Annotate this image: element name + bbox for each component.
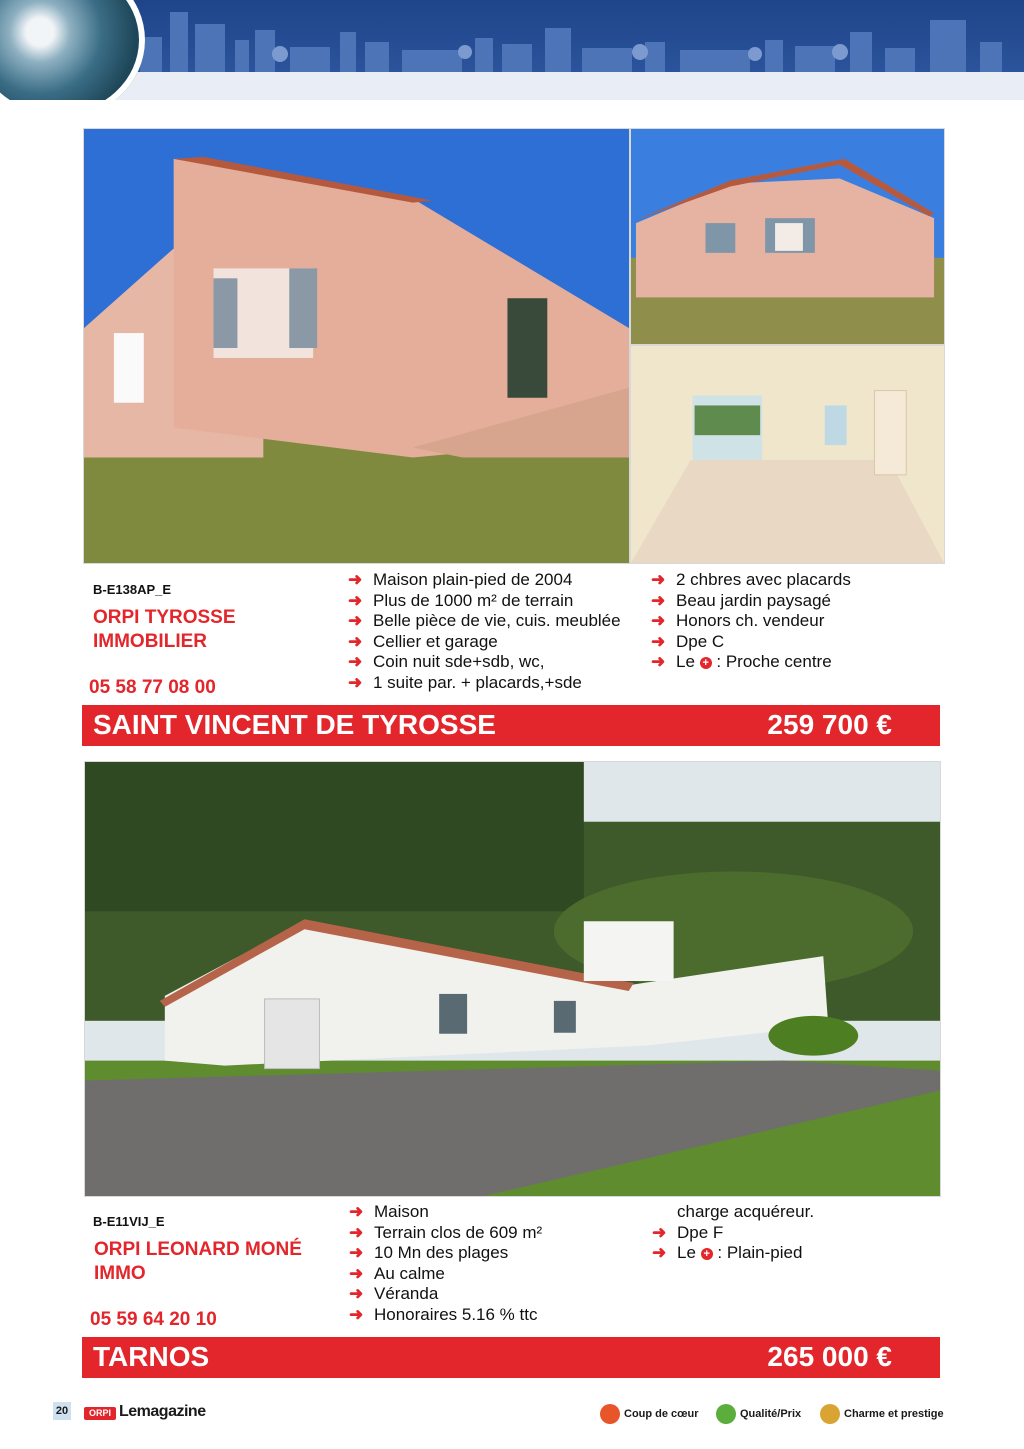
listing-1-reference: B-E138AP_E <box>93 582 172 597</box>
banner-strip <box>0 72 1024 100</box>
feature-item-plus: ➜ Le + : Proche centre <box>651 652 832 672</box>
listing-1-features-col2 <box>651 570 851 673</box>
listing-1-photo-interior <box>630 345 945 564</box>
listing-1-agency: ORPI TYROSSE IMMOBILIER <box>93 607 236 652</box>
legend-coup-de-coeur: Coup de cœur <box>600 1404 699 1424</box>
arrow-right-icon: ➜ <box>349 1222 364 1242</box>
listing-1-city: SAINT VINCENT DE TYROSSE <box>93 709 496 740</box>
arrow-right-icon: ➜ <box>652 1243 667 1263</box>
listing-1-title-bar <box>82 705 940 746</box>
feature-item: ➜ Coin nuit sde+sdb, wc, <box>348 652 545 672</box>
listing-1-photo-exterior <box>630 128 945 345</box>
listing-2-agency: ORPI LEONARD MONÉ IMMO <box>94 1239 302 1284</box>
feature-item: ➜ Beau jardin paysagé <box>651 590 832 610</box>
feature-item: ➜ 1 suite par. + placards,+sde <box>348 672 582 692</box>
listing-1-phone: 05 58 77 08 00 <box>89 677 216 698</box>
page-number: 20 <box>53 1402 71 1420</box>
house-price-icon <box>716 1404 736 1424</box>
arrow-right-icon: ➜ <box>349 1263 364 1283</box>
arrow-right-icon: ➜ <box>348 611 363 631</box>
feature-item: ➜ Dpe C <box>651 631 725 651</box>
arrow-right-icon: ➜ <box>349 1202 364 1221</box>
surf-wave-photo <box>0 0 145 100</box>
feature-item: ➜ 2 chbres avec placards <box>651 570 851 589</box>
magazine-title: Lemagazine <box>119 1403 206 1420</box>
listing-2-phone: 05 59 64 20 10 <box>90 1309 217 1330</box>
feature-item: ➜ Cellier et garage <box>348 631 498 651</box>
legend-charme-prestige: Charme et prestige <box>820 1404 944 1424</box>
feature-item: ➜ Maison <box>349 1202 429 1221</box>
feature-item: ➜ Maison plain-pied de 2004 <box>348 570 573 589</box>
orpi-logo: ORPI <box>84 1407 116 1420</box>
plus-icon: + <box>701 1248 713 1260</box>
listing-1-main-photo <box>83 128 630 564</box>
arrow-right-icon: ➜ <box>651 590 666 610</box>
feature-item: ➜ Honoraires 5.16 % ttc <box>349 1304 538 1324</box>
legend-qualite-prix: Qualité/Prix <box>716 1404 801 1424</box>
listing-1-price: 259 700 € <box>767 709 892 740</box>
arrow-right-icon: ➜ <box>349 1304 364 1324</box>
feature-item-continued: charge acquéreur. <box>677 1202 815 1221</box>
plus-icon: + <box>700 657 712 669</box>
arrow-right-icon: ➜ <box>651 611 666 631</box>
feature-item: ➜ Au calme <box>349 1263 445 1283</box>
prestige-house-icon <box>820 1404 840 1424</box>
arrow-right-icon: ➜ <box>651 631 666 651</box>
arrow-right-icon: ➜ <box>349 1284 364 1304</box>
feature-item: ➜ Belle pièce de vie, cuis. meublée <box>348 611 621 631</box>
listing-2-city: TARNOS <box>93 1341 210 1372</box>
feature-item: ➜ Terrain clos de 609 m² <box>349 1222 543 1242</box>
header-banner <box>0 0 1024 100</box>
arrow-right-icon: ➜ <box>348 652 363 672</box>
listing-2-main-photo <box>84 761 941 1197</box>
arrow-right-icon: ➜ <box>651 570 666 589</box>
footer <box>0 1398 1024 1428</box>
arrow-right-icon: ➜ <box>349 1243 364 1263</box>
feature-item: ➜ Dpe F <box>652 1222 724 1242</box>
feature-item: ➜ Véranda <box>349 1284 439 1304</box>
listing-2-price: 265 000 € <box>767 1341 892 1372</box>
feature-item: ➜ 10 Mn des plages <box>349 1243 509 1263</box>
arrow-right-icon: ➜ <box>348 672 363 692</box>
feature-item: ➜ Plus de 1000 m² de terrain <box>348 590 574 610</box>
arrow-right-icon: ➜ <box>348 631 363 651</box>
listing-1-features-col1 <box>348 570 621 694</box>
arrow-right-icon: ➜ <box>348 590 363 610</box>
feature-item: ➜ Honors ch. vendeur <box>651 611 825 631</box>
arrow-right-icon: ➜ <box>652 1222 667 1242</box>
listing-2-features-col1 <box>349 1202 542 1326</box>
listing-2-title-bar <box>82 1337 940 1378</box>
arrow-right-icon: ➜ <box>651 652 666 672</box>
city-skyline-illustration <box>140 2 1024 72</box>
feature-item-plus: ➜ Le + : Plain-pied <box>652 1243 803 1263</box>
listing-2-features-col2 <box>652 1202 814 1264</box>
listing-2-reference: B-E11VIJ_E <box>93 1214 165 1229</box>
arrow-right-icon: ➜ <box>348 570 363 589</box>
heart-house-icon <box>600 1404 620 1424</box>
